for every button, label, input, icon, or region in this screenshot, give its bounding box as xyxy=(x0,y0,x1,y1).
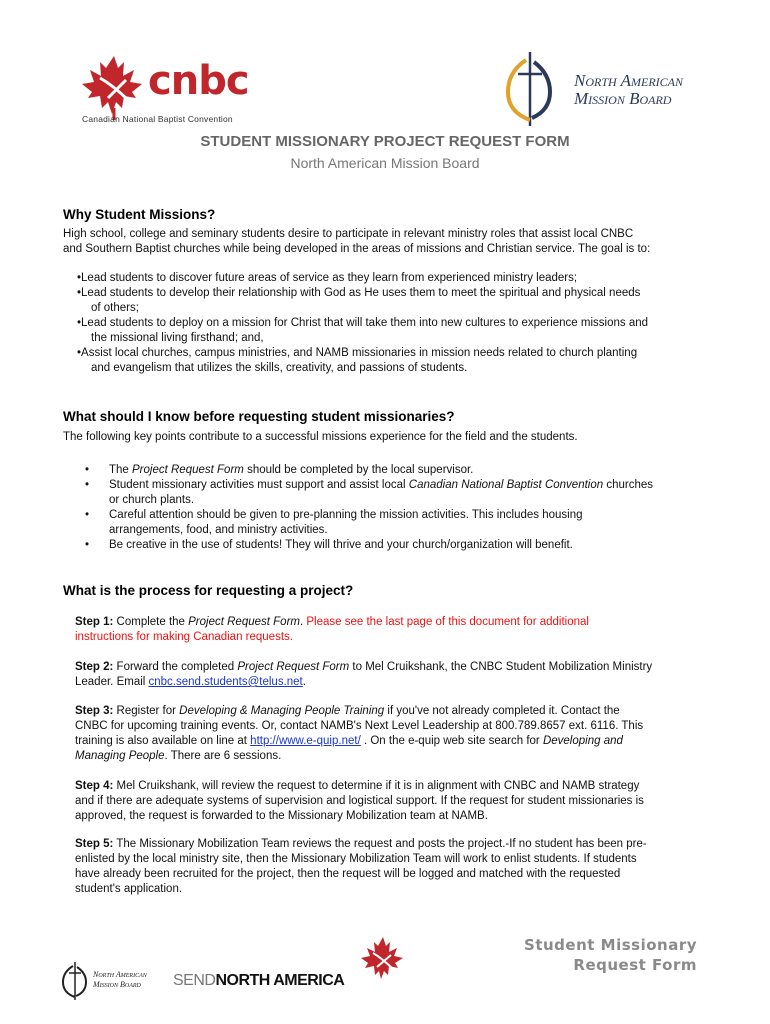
text: enlisted by the local ministry site, then the Missionary Mobilization Team will work to enlist students. If students xyxy=(75,853,637,865)
goal-list xyxy=(77,271,648,376)
send-text: SEND xyxy=(173,972,216,989)
text: CNBC for upcoming training events. Or, contact NAMB's Next Level Leadership at 800.789.8657 ext. 6116. This xyxy=(75,720,644,732)
goal-item-cont: the missional living firsthand; and, xyxy=(91,332,264,344)
step-label: Step 2: xyxy=(75,661,114,673)
step-2 xyxy=(75,660,652,690)
bullet: • xyxy=(85,479,90,491)
section-know-intro: The following key points contribute to a successful missions experience for the field and the students. xyxy=(63,431,578,443)
key-point xyxy=(85,508,725,538)
text-em: Developing and xyxy=(542,735,623,747)
alert-text: Please see the last page of this document for additional xyxy=(306,616,589,628)
namb-line2: Mission Board xyxy=(574,89,672,108)
step-1 xyxy=(75,615,589,645)
section-know-heading: What should I know before requesting student missionaries? xyxy=(63,409,455,424)
bullet: • xyxy=(85,539,90,551)
alert-text: instructions for making Canadian requests. xyxy=(75,631,293,643)
section-process-heading: What is the process for requesting a project? xyxy=(63,583,354,598)
footer-namb-line2: Mission Board xyxy=(93,980,141,989)
cnbc-logo-text: cnbc xyxy=(148,58,249,104)
footer-namb-text xyxy=(93,970,147,990)
namb-cross-logo xyxy=(500,52,560,126)
footer-form-title xyxy=(524,935,697,975)
text: Mel Cruikshank, will review the request to determine if it is in alignment with CNBC and NAMB strategy xyxy=(113,780,640,792)
text-em: Managing People xyxy=(75,750,165,762)
text: Be creative in the use of students! They will thrive and your church/organization will benefit. xyxy=(109,539,573,551)
text: should be completed by the local supervisor. xyxy=(243,464,474,476)
text: The Missionary Mobilization Team reviews the request and posts the project.-If no student has been pre- xyxy=(113,838,647,850)
text: approved, the request is forwarded to the Missionary Mobilization team at NAMB. xyxy=(75,810,488,822)
text: arrangements, food, and ministry activities. xyxy=(109,524,328,536)
key-point xyxy=(85,538,725,553)
text-em: Project Request Form xyxy=(188,616,300,628)
key-point xyxy=(85,463,725,478)
text: Careful attention should be given to pre-planning the mission activities. This includes housing xyxy=(109,509,583,521)
bullet: • xyxy=(85,464,90,476)
step-5 xyxy=(75,837,647,897)
text: training is also available on line at xyxy=(75,735,251,747)
goal-item: •Assist local churches, campus ministries, and NAMB missionaries in mission needs related to church planting xyxy=(77,347,638,359)
step-label: Step 5: xyxy=(75,838,114,850)
text: Register for xyxy=(113,705,180,717)
text-em: Project Request Form xyxy=(132,464,244,476)
step-label: Step 4: xyxy=(75,780,114,792)
text: if you've not already completed it. Contact the xyxy=(384,705,620,717)
text: The xyxy=(109,464,133,476)
step-label: Step 1: xyxy=(75,616,114,628)
text: Forward the completed xyxy=(113,661,238,673)
intro-line: High school, college and seminary students desire to participate in relevant ministry roles that assist local CNBC xyxy=(63,228,634,240)
intro-line: and Southern Baptist churches while being developed in the areas of missions and Christian service. The goal is to: xyxy=(63,243,651,255)
namb-line1: North American xyxy=(574,71,683,90)
namb-logo-text xyxy=(574,72,683,108)
text-em: Developing & Managing People Training xyxy=(179,705,385,717)
section-why-intro xyxy=(63,227,650,257)
text: and if there are adequate systems of supervision and logistical support. If the request for student missionaries is xyxy=(75,795,644,807)
cnbc-logo-subtitle: Canadian National Baptist Convention xyxy=(82,114,233,124)
footer-maple-leaf-icon xyxy=(360,935,406,981)
page-subtitle: North American Mission Board xyxy=(290,155,480,171)
text: Leader. Email xyxy=(75,676,149,688)
key-point xyxy=(85,478,725,508)
equip-link[interactable]: http://www.e-quip.net/ xyxy=(250,735,361,747)
email-link[interactable]: cnbc.send.students@telus.net xyxy=(148,676,303,688)
text: . xyxy=(300,616,307,628)
key-points-list xyxy=(85,463,725,553)
goal-item: •Lead students to deploy on a mission for Christ that will take them into new cultures to experience missions and xyxy=(77,317,649,329)
footer-title-line1: Student Missionary xyxy=(524,936,697,954)
text: or church plants. xyxy=(109,494,195,506)
step-3 xyxy=(75,704,643,764)
text: . xyxy=(302,676,306,688)
north-america-text: NORTH AMERICA xyxy=(215,972,345,989)
goal-item-cont: of others; xyxy=(91,302,139,314)
text: student's application. xyxy=(75,883,183,895)
footer-namb-line1: North American xyxy=(93,970,147,979)
bullet: • xyxy=(85,509,90,521)
text: . There are 6 sessions. xyxy=(164,750,282,762)
text-em: Canadian National Baptist Convention xyxy=(408,479,604,491)
text-em: Project Request Form xyxy=(237,661,350,673)
goal-item: •Lead students to discover future areas of service as they learn from experienced ministry leaders; xyxy=(77,272,578,284)
text: . On the e-quip web site search for xyxy=(360,735,543,747)
send-north-america-logo xyxy=(173,972,344,990)
step-4 xyxy=(75,779,644,824)
page-title: STUDENT MISSIONARY PROJECT REQUEST FORM xyxy=(200,133,570,150)
text: churches xyxy=(603,479,653,491)
section-why-heading: Why Student Missions? xyxy=(63,207,216,222)
step-label: Step 3: xyxy=(75,705,114,717)
footer-title-line2: Request Form xyxy=(573,956,697,974)
goal-item-cont: and evangelism that utilizes the skills, creativity, and passions of students. xyxy=(91,362,468,374)
text: have already been recruited for the project, then the request will be logged and matched with the requested xyxy=(75,868,621,880)
text: Student missionary activities must support and assist local xyxy=(109,479,409,491)
text: Complete the xyxy=(113,616,189,628)
goal-item: •Lead students to develop their relationship with God as He uses them to meet the spiritual and physical needs xyxy=(77,287,641,299)
footer-namb-cross-icon xyxy=(60,962,90,1000)
text: to Mel Cruikshank, the CNBC Student Mobilization Ministry xyxy=(349,661,653,673)
